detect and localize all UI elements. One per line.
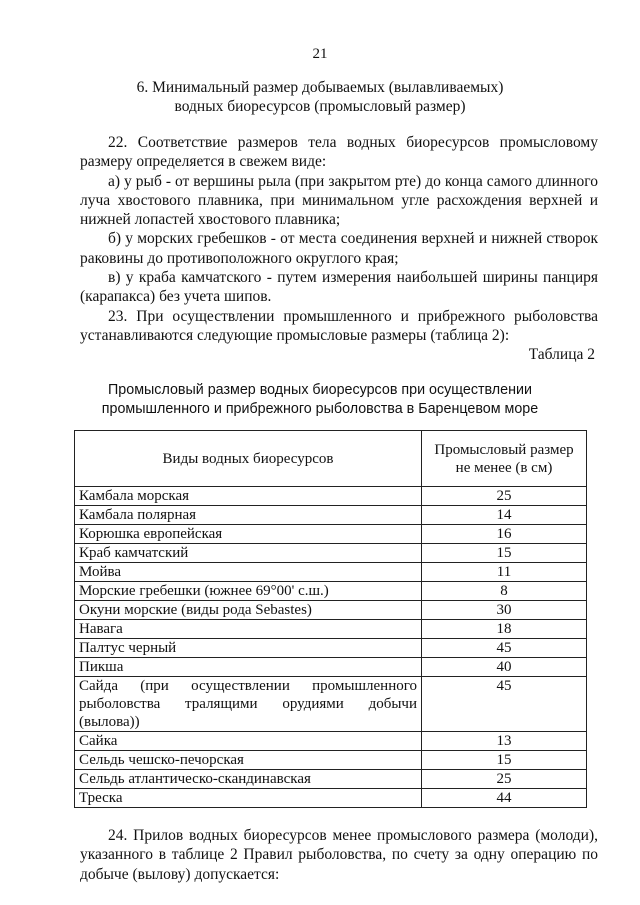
table-label: Таблица 2 — [528, 346, 595, 363]
paragraph-22a: а) у рыб - от вершины рыла (при закрытом рте) до конца самого длинного луча хвостового плавника, при минимальном угле расхождения верхней и нижней лопастей хвостового плавника; — [80, 172, 598, 229]
table-body — [75, 487, 587, 808]
table-row — [75, 620, 587, 639]
size-cell: 40 — [422, 658, 587, 677]
table-row — [75, 487, 587, 506]
table-caption-line2: промышленного и прибрежного рыболовства в Баренцевом море — [101, 401, 539, 417]
species-cell: Сайка — [75, 732, 422, 751]
table-row — [75, 525, 587, 544]
paragraph-group-24 — [80, 826, 598, 884]
table-row — [75, 789, 587, 808]
header-species: Виды водных биоресурсов — [75, 431, 422, 487]
species-cell: Краб камчатский — [75, 544, 422, 563]
size-cell: 14 — [422, 506, 587, 525]
table-row — [75, 582, 587, 601]
species-cell: Сайда (при осуществлении промышленного рыболовства тралящими орудиями добычи (вылова)) — [75, 677, 422, 732]
table-row — [75, 677, 587, 732]
size-cell: 25 — [422, 770, 587, 789]
size-cell: 45 — [422, 677, 587, 732]
table-caption-line1: Промысловый размер водных биоресурсов при осуществлении — [108, 382, 532, 398]
table-row — [75, 544, 587, 563]
paragraph-group-22-23 — [80, 133, 598, 345]
species-cell: Камбала полярная — [75, 506, 422, 525]
table-header-row — [75, 431, 587, 487]
size-cell: 16 — [422, 525, 587, 544]
size-cell: 13 — [422, 732, 587, 751]
table-row — [75, 770, 587, 789]
page-number: 21 — [312, 46, 328, 62]
table-row — [75, 506, 587, 525]
paragraph-22: 22. Соответствие размеров тела водных биоресурсов промысловому размеру определяется в свежем виде: — [80, 134, 598, 171]
size-cell: 44 — [422, 789, 587, 808]
table-row — [75, 751, 587, 770]
table-row — [75, 639, 587, 658]
table-row — [75, 563, 587, 582]
size-cell: 25 — [422, 487, 587, 506]
table-row — [75, 601, 587, 620]
species-cell: Пикша — [75, 658, 422, 677]
species-cell: Камбала морская — [75, 487, 422, 506]
species-cell: Морские гребешки (южнее 69°00' с.ш.) — [75, 582, 422, 601]
fishing-size-table — [74, 430, 587, 808]
section-heading-line2: водных биоресурсов (промысловый размер) — [174, 98, 466, 115]
species-cell: Палтус черный — [75, 639, 422, 658]
species-cell: Мойва — [75, 563, 422, 582]
species-cell: Сельдь чешско-печорская — [75, 751, 422, 770]
section-heading-line1: 6. Минимальный размер добываемых (вылавливаемых) — [136, 79, 504, 96]
size-cell: 15 — [422, 544, 587, 563]
species-cell: Сельдь атлантическо-скандинавская — [75, 770, 422, 789]
table-row — [75, 658, 587, 677]
species-cell: Навага — [75, 620, 422, 639]
paragraph-23: 23. При осуществлении промышленного и прибрежного рыболовства устанавливаются следующие промысловые размеры (таблица 2): — [80, 307, 598, 344]
size-cell: 45 — [422, 639, 587, 658]
paragraph-22c: в) у краба камчатского - путем измерения наибольшей ширины панциря (карапакса) без учета шипов. — [80, 269, 598, 306]
section-heading — [0, 78, 640, 116]
size-cell: 8 — [422, 582, 587, 601]
table-row — [75, 732, 587, 751]
species-cell: Корюшка европейская — [75, 525, 422, 544]
size-cell: 11 — [422, 563, 587, 582]
size-cell: 15 — [422, 751, 587, 770]
size-cell: 30 — [422, 601, 587, 620]
table-caption — [0, 381, 640, 419]
header-size: Промысловый размер не менее (в см) — [422, 431, 587, 487]
species-cell: Треска — [75, 789, 422, 808]
paragraph-24: 24. Прилов водных биоресурсов менее промыслового размера (молоди), указанного в таблице 2 Правил рыболовства, по счету за одну операцию по добыче (вылову) допускается: — [80, 827, 598, 883]
paragraph-22b: б) у морских гребешков - от места соединения верхней и нижней створок раковины до противоположного округлого края; — [80, 230, 598, 267]
size-cell: 18 — [422, 620, 587, 639]
species-cell: Окуни морские (виды рода Sebastes) — [75, 601, 422, 620]
